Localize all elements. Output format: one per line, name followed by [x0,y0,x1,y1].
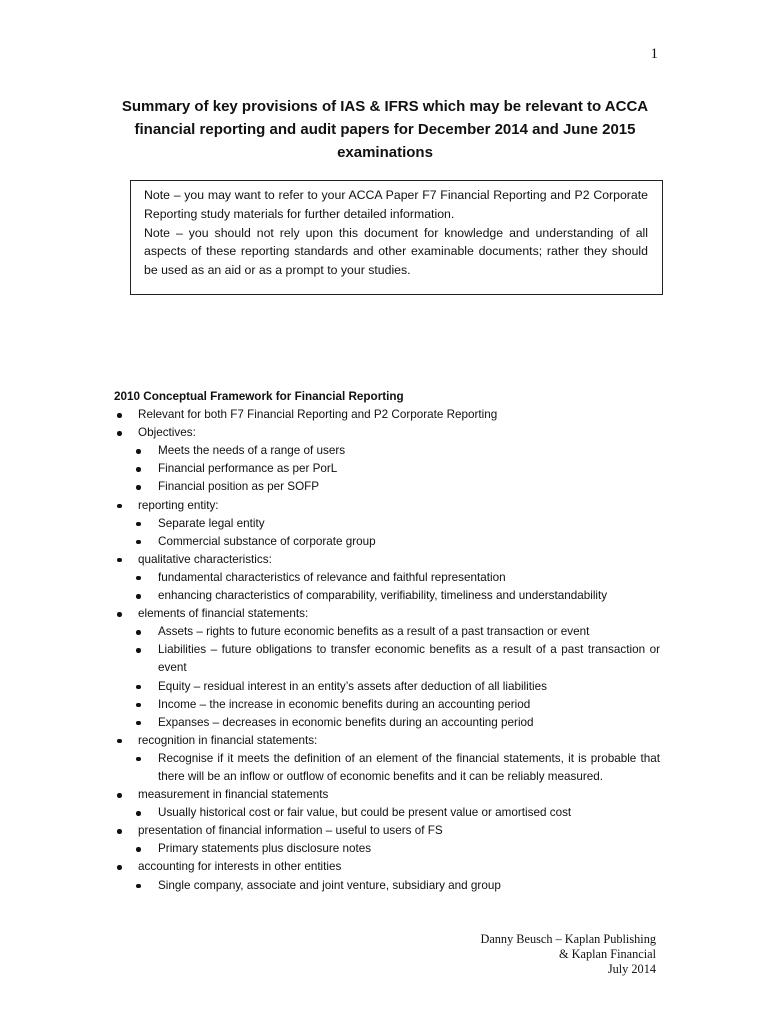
sub-list-item [114,877,660,895]
bullet-icon [136,757,141,762]
bullet-icon [136,576,141,581]
bullet-icon [136,884,141,889]
list-item-text: elements of financial statements: [138,607,309,621]
bullet-icon [117,793,122,798]
list-item [114,551,660,569]
bullet-icon [136,685,141,690]
page-number: 1 [650,46,658,62]
list-item-text: accounting for interests in other entities [138,860,342,874]
sub-list-item-text: Primary statements plus disclosure notes [158,842,372,856]
bullet-icon [136,467,141,472]
sub-list-item-text: fundamental characteristics of relevance and faithful representation [158,570,506,584]
sub-list-item [114,533,660,551]
sub-list-item-text: enhancing characteristics of comparability, verifiability, timeliness and understandability [158,589,608,603]
sub-list-item [114,623,660,641]
list-item [114,822,660,840]
sub-list-item [114,804,660,822]
sub-list-item [114,714,660,732]
sub-list-item [114,460,660,478]
list-item-text: measurement in financial statements [138,788,329,802]
sub-list-item-text: Financial position as per SOFP [158,480,320,494]
document-title [105,95,665,164]
section-heading: 2010 Conceptual Framework for Financial Reporting [114,390,404,403]
sub-list-item-text: Meets the needs of a range of users [158,444,346,458]
title-line: financial reporting and audit papers for December 2014 and June 2015 [134,121,636,138]
footer-author: Danny Beusch – Kaplan Publishing [480,932,656,946]
bullet-icon [117,739,122,744]
list-item [114,497,660,515]
list-item [114,424,660,442]
list-item-text: Objectives: [138,426,196,440]
sub-list-item [114,840,660,858]
footer-publisher: & Kaplan Financial [559,947,656,961]
bullet-icon [136,540,141,545]
bullet-icon [136,630,141,635]
list-item [114,786,660,804]
title-line: Summary of key provisions of IAS & IFRS which may be relevant to ACCA [121,98,649,115]
sub-list-item-text: Single company, associate and joint venture, subsidiary and group [158,878,501,892]
sub-list-item-text: Assets – rights to future economic benefits as a result of a past transaction or event [158,625,590,639]
note-box [130,180,663,295]
list-item-text: Relevant for both F7 Financial Reporting and P2 Corporate Reporting [138,408,498,422]
sub-list-item [114,750,660,786]
sub-list-item-text: Expanses – decreases in economic benefits during an accounting period [158,715,534,729]
list-item [114,605,660,623]
bullet-icon [117,612,122,617]
sub-list-item [114,587,660,605]
bullet-icon [136,847,141,852]
bullet-icon [117,829,122,834]
list-item-text: qualitative characteristics: [138,552,272,566]
list-item-text: reporting entity: [138,498,219,512]
sub-list-item-text: Income – the increase in economic benefits during an accounting period [158,697,531,711]
sub-list-item [114,515,660,533]
bullet-list [114,406,660,895]
bullet-icon [117,558,122,563]
sub-list-item-text: Financial performance as per PorL [158,462,338,476]
bullet-icon [136,721,141,726]
sub-list-item-text: Separate legal entity [158,516,265,530]
bullet-icon [117,413,122,418]
footer [420,932,656,977]
bullet-icon [136,811,141,816]
bullet-icon [136,449,141,454]
bullet-icon [136,594,141,599]
bullet-icon [136,703,141,708]
section-content [114,388,660,895]
footer-date: July 2014 [607,962,656,976]
bullet-icon [136,522,141,527]
sub-list-item-text: Recognise if it meets the definition of an element of the financial statements, it is probable that there will be an inflow or outflow of economic benefits and it can be reliably measured. [158,751,660,783]
note-text: Note – you should not rely upon this document for knowledge and understanding of all aspects of these reporting standards and other examinable documents; rather they should be used as an aid or as a prompt to your studies. [144,225,648,278]
note-text: Note – you may want to refer to your ACCA Paper F7 Financial Reporting and P2 Corporate Reporting study materials for further detailed information. [144,188,648,221]
list-item [114,732,660,750]
bullet-icon [117,865,122,870]
bullet-icon [136,648,141,653]
list-item-text: presentation of financial information – useful to users of FS [138,824,443,838]
sub-list-item [114,478,660,496]
title-line: examinations [337,144,433,161]
sub-list-item [114,442,660,460]
sub-list-item-text: Liabilities – future obligations to transfer economic benefits as a result of a past transaction or event [158,643,660,675]
sub-list-item-text: Usually historical cost or fair value, but could be present value or amortised cost [158,806,572,820]
sub-list-item-text: Equity – residual interest in an entity’s assets after deduction of all liabilities [158,679,547,693]
sub-list-item-text: Commercial substance of corporate group [158,534,376,548]
bullet-icon [117,504,122,509]
sub-list-item [114,641,660,677]
sub-list-item [114,696,660,714]
sub-list-item [114,569,660,587]
sub-list-item [114,678,660,696]
list-item [114,406,660,424]
list-item [114,858,660,876]
bullet-icon [117,431,122,436]
bullet-icon [136,485,141,490]
list-item-text: recognition in financial statements: [138,733,318,747]
